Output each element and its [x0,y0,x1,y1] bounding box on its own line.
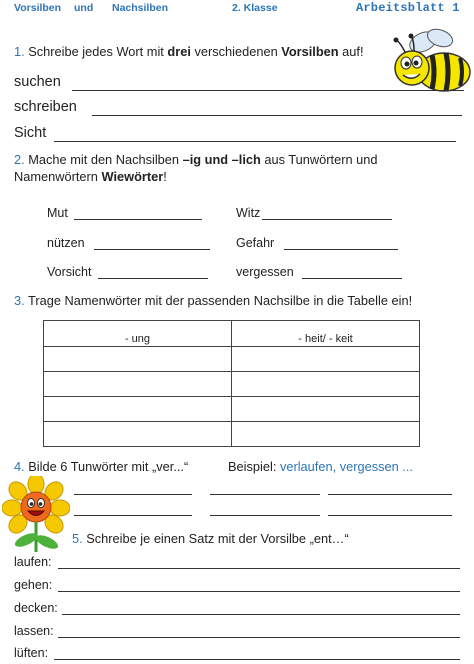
task4-example-value: verlaufen, vergessen ... [279,459,413,474]
task2-line-right-1[interactable] [262,219,392,220]
task4-text: Bilde 6 Tunwörter mit „ver...“ [24,459,189,474]
task2-line-left-2[interactable] [94,249,210,250]
table-header-row [44,321,420,347]
table-row [44,372,420,397]
task2-number: 2. [14,152,25,167]
task4-line-6[interactable] [328,515,452,516]
table-header-heit-keit: - heit/ - keit [232,321,420,347]
task1-word-2: schreiben [14,99,77,115]
task1-number: 1. [14,44,25,59]
table-row [44,347,420,372]
task5-text: Schreibe je einen Satz mit der Vorsilbe „ent…“ [82,531,349,546]
task1-text-1: Schreibe jedes Wort mit [24,44,168,59]
task4-instruction [14,458,188,475]
table-header-ung: - ung [44,321,232,347]
task1-bold-2: Vorsilben [281,44,339,59]
table-cell[interactable] [232,372,420,397]
task3-text: Trage Namenwörter mit der passenden Nachsilbe in die Tabelle ein! [24,293,413,308]
task2-word-right-1: Witz [236,206,261,220]
task4-example [228,458,413,475]
table-cell[interactable] [232,397,420,422]
table-row [44,397,420,422]
task2-instruction [14,151,434,185]
task2-line-right-3[interactable] [302,278,402,279]
table-cell[interactable] [232,422,420,447]
task4-number: 4. [14,459,25,474]
task3-table [43,320,420,447]
flower-illustration [2,476,70,552]
task2-line-right-2[interactable] [284,249,398,250]
task5-word-2: gehen: [14,578,53,592]
table-cell[interactable] [44,422,232,447]
header-left-1: Vorsilben [14,2,62,14]
task5-word-4: lassen: [14,624,54,638]
table-cell[interactable] [44,397,232,422]
header-class: 2. Klasse [232,2,278,14]
task1-text-2: verschiedenen [190,44,282,59]
task2-text-2: aus Tunwörtern und [260,152,378,167]
task4-line-3[interactable] [328,494,452,495]
task1-text-3: auf! [338,44,364,59]
task5-line-5[interactable] [54,659,460,660]
task4-example-label: Beispiel: [228,459,280,474]
bee-illustration [390,20,474,100]
task2-bold-2: Wiewörter [101,169,164,184]
task2-word-left-2: nützen [47,236,85,250]
task2-word-left-1: Mut [47,206,68,220]
task1-word-3: Sicht [14,125,47,141]
task5-number: 5. [72,531,83,546]
task5-line-2[interactable] [58,591,460,592]
header-left-2: und [74,2,94,14]
task2-word-left-3: Vorsicht [47,265,92,279]
task2-line-left-3[interactable] [98,278,208,279]
task4-line-1[interactable] [74,494,192,495]
task1-instruction [14,43,364,60]
table-cell[interactable] [44,347,232,372]
task2-text-4: ! [163,169,167,184]
task4-line-5[interactable] [210,515,320,516]
task2-word-right-3: vergessen [236,265,294,279]
task2-line-left-1[interactable] [74,219,202,220]
task3-instruction [14,292,412,309]
task5-line-3[interactable] [62,614,460,615]
task5-instruction [72,530,349,547]
task5-word-5: lüften: [14,646,49,660]
task4-line-2[interactable] [210,494,320,495]
table-cell[interactable] [44,372,232,397]
task1-answer-line-1[interactable] [72,90,464,91]
task3-number: 3. [14,293,25,308]
task2-text-3: Namenwörtern [14,169,102,184]
task5-word-3: decken: [14,601,58,615]
header-sheet-title: Arbeitsblatt 1 [356,1,460,15]
task2-text-1: Mache mit den Nachsilben [24,152,183,167]
task5-word-1: laufen: [14,555,52,569]
task2-word-right-2: Gefahr [236,236,275,250]
task4-line-4[interactable] [74,515,192,516]
task5-line-1[interactable] [58,568,460,569]
task1-word-1: suchen [14,74,61,90]
task1-answer-line-3[interactable] [54,141,456,142]
task1-bold-1: drei [167,44,191,59]
task5-line-4[interactable] [58,637,460,638]
task1-answer-line-2[interactable] [92,115,462,116]
header-left-3: Nachsilben [112,2,169,14]
table-row [44,422,420,447]
task2-bold-1: –ig und –lich [182,152,261,167]
table-cell[interactable] [232,347,420,372]
